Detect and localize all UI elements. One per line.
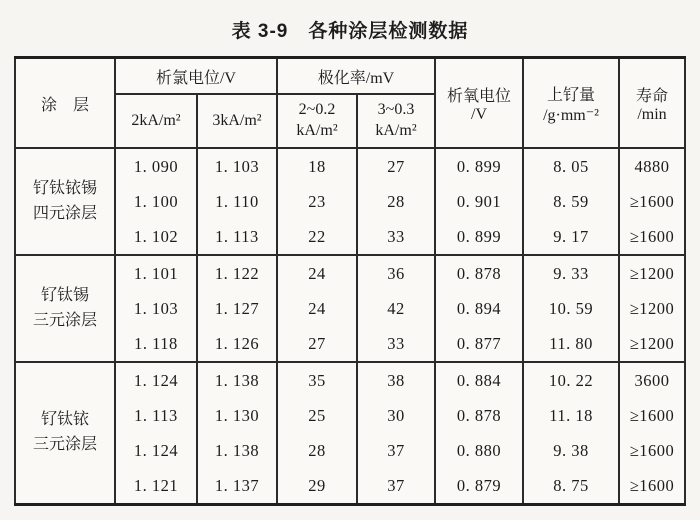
header-oxygen-line1: 析氧电位 <box>447 87 512 105</box>
data-cell: ≥1600 <box>619 433 685 468</box>
data-cell: 1. 126 <box>197 326 277 362</box>
subheader-3ka: 3kA/m² <box>197 94 277 148</box>
group-label-line2: 三元涂层 <box>32 311 97 329</box>
data-cell: 1. 102 <box>115 219 197 255</box>
data-cell: ≥1600 <box>619 398 685 433</box>
header-polarization: 极化率/mV <box>277 58 435 95</box>
data-cell: 24 <box>277 291 357 326</box>
data-cell: ≥1200 <box>619 255 685 291</box>
data-cell: 11. 18 <box>523 398 619 433</box>
subheader-2-02-line2: kA/m² <box>296 122 338 139</box>
table-row <box>15 148 685 184</box>
data-cell: ≥1600 <box>619 468 685 505</box>
table-row <box>15 433 685 468</box>
data-cell: ≥1600 <box>619 219 685 255</box>
group-label-line2: 三元涂层 <box>32 436 97 453</box>
data-cell: 18 <box>277 148 357 184</box>
data-cell: 1. 118 <box>115 326 197 362</box>
data-cell: 1. 121 <box>115 468 197 505</box>
table-row <box>15 468 685 505</box>
table-row <box>15 184 685 219</box>
data-cell: 42 <box>357 291 435 326</box>
data-cell: 1. 127 <box>197 291 277 326</box>
data-cell: 11. 80 <box>523 326 619 362</box>
table-row <box>15 219 685 255</box>
data-cell: 25 <box>277 398 357 433</box>
data-cell: 1. 130 <box>197 398 277 433</box>
header-lifetime-line2: /min <box>637 105 667 123</box>
header-ruthenium-loading <box>523 58 619 149</box>
data-cell: 28 <box>357 184 435 219</box>
data-cell: 27 <box>357 148 435 184</box>
data-cell: 1. 124 <box>115 362 197 398</box>
data-cell: 33 <box>357 326 435 362</box>
data-cell: 33 <box>357 219 435 255</box>
data-cell: 0. 880 <box>435 433 523 468</box>
group-label-line1: 钌钛锡 <box>40 286 89 304</box>
data-cell: 1. 113 <box>197 219 277 255</box>
header-lifetime <box>619 58 685 149</box>
data-cell: ≥1600 <box>619 184 685 219</box>
data-cell: 1. 101 <box>115 255 197 291</box>
data-cell: ≥1200 <box>619 291 685 326</box>
group-label-ternary-sn <box>15 255 115 362</box>
data-cell: 23 <box>277 184 357 219</box>
header-oxygen-potential <box>435 58 523 149</box>
subheader-3-03 <box>357 94 435 148</box>
data-cell: 0. 894 <box>435 291 523 326</box>
header-coating: 涂 层 <box>15 58 115 149</box>
data-cell: 9. 38 <box>523 433 619 468</box>
data-cell: ≥1200 <box>619 326 685 362</box>
table-row <box>15 291 685 326</box>
data-cell: 28 <box>277 433 357 468</box>
data-cell: 1. 103 <box>197 148 277 184</box>
table-row <box>15 362 685 398</box>
data-cell: 0. 884 <box>435 362 523 398</box>
header-ruthenium-line2: /g·mm⁻² <box>543 106 599 124</box>
data-cell: 0. 899 <box>435 219 523 255</box>
subheader-3-03-line2: kA/m² <box>375 122 417 139</box>
header-lifetime-line1: 寿命 <box>636 87 669 105</box>
data-cell: 35 <box>277 362 357 398</box>
data-cell: 0. 901 <box>435 184 523 219</box>
subheader-3-03-line1: 3~0.3 <box>377 101 415 119</box>
data-cell: 1. 113 <box>115 398 197 433</box>
data-cell: 9. 17 <box>523 219 619 255</box>
data-cell: 10. 22 <box>523 362 619 398</box>
group-label-ternary-ir <box>15 362 115 505</box>
data-cell: 1. 110 <box>197 184 277 219</box>
table-row <box>15 326 685 362</box>
group-label-line1: 钌钛铱 <box>40 411 89 429</box>
coatings-table <box>14 56 686 506</box>
data-cell: 37 <box>357 468 435 505</box>
data-cell: 29 <box>277 468 357 505</box>
data-cell: 8. 75 <box>523 468 619 505</box>
data-cell: 1. 100 <box>115 184 197 219</box>
data-cell: 1. 124 <box>115 433 197 468</box>
data-cell: 27 <box>277 326 357 362</box>
data-cell: 1. 138 <box>197 362 277 398</box>
data-cell: 8. 05 <box>523 148 619 184</box>
data-cell: 38 <box>357 362 435 398</box>
header-ruthenium-line1: 上钌量 <box>547 86 596 104</box>
data-cell: 22 <box>277 219 357 255</box>
data-cell: 4880 <box>619 148 685 184</box>
data-cell: 1. 090 <box>115 148 197 184</box>
header-chlorine-potential: 析氯电位/V <box>115 58 277 95</box>
data-cell: 1. 137 <box>197 468 277 505</box>
data-cell: 0. 878 <box>435 255 523 291</box>
subheader-2ka: 2kA/m² <box>115 94 197 148</box>
data-cell: 30 <box>357 398 435 433</box>
data-cell: 24 <box>277 255 357 291</box>
data-cell: 8. 59 <box>523 184 619 219</box>
group-label-line1: 钌钛铱锡 <box>32 179 97 197</box>
data-cell: 37 <box>357 433 435 468</box>
subheader-2-02-line1: 2~0.2 <box>298 101 336 119</box>
data-cell: 36 <box>357 255 435 291</box>
data-cell: 1. 103 <box>115 291 197 326</box>
data-cell: 10. 59 <box>523 291 619 326</box>
header-row-1 <box>15 58 685 95</box>
table-row <box>15 398 685 433</box>
data-cell: 3600 <box>619 362 685 398</box>
table-row <box>15 255 685 291</box>
data-cell: 9. 33 <box>523 255 619 291</box>
data-cell: 0. 899 <box>435 148 523 184</box>
data-cell: 0. 879 <box>435 468 523 505</box>
data-cell: 0. 877 <box>435 326 523 362</box>
data-cell: 1. 122 <box>197 255 277 291</box>
data-cell: 0. 878 <box>435 398 523 433</box>
data-cell: 1. 138 <box>197 433 277 468</box>
group-label-line2: 四元涂层 <box>32 204 97 222</box>
subheader-2-02 <box>277 94 357 148</box>
group-label-quaternary <box>15 148 115 255</box>
header-oxygen-line2: /V <box>471 105 488 123</box>
page-title: 表 3-9 各种涂层检测数据 <box>231 21 469 42</box>
